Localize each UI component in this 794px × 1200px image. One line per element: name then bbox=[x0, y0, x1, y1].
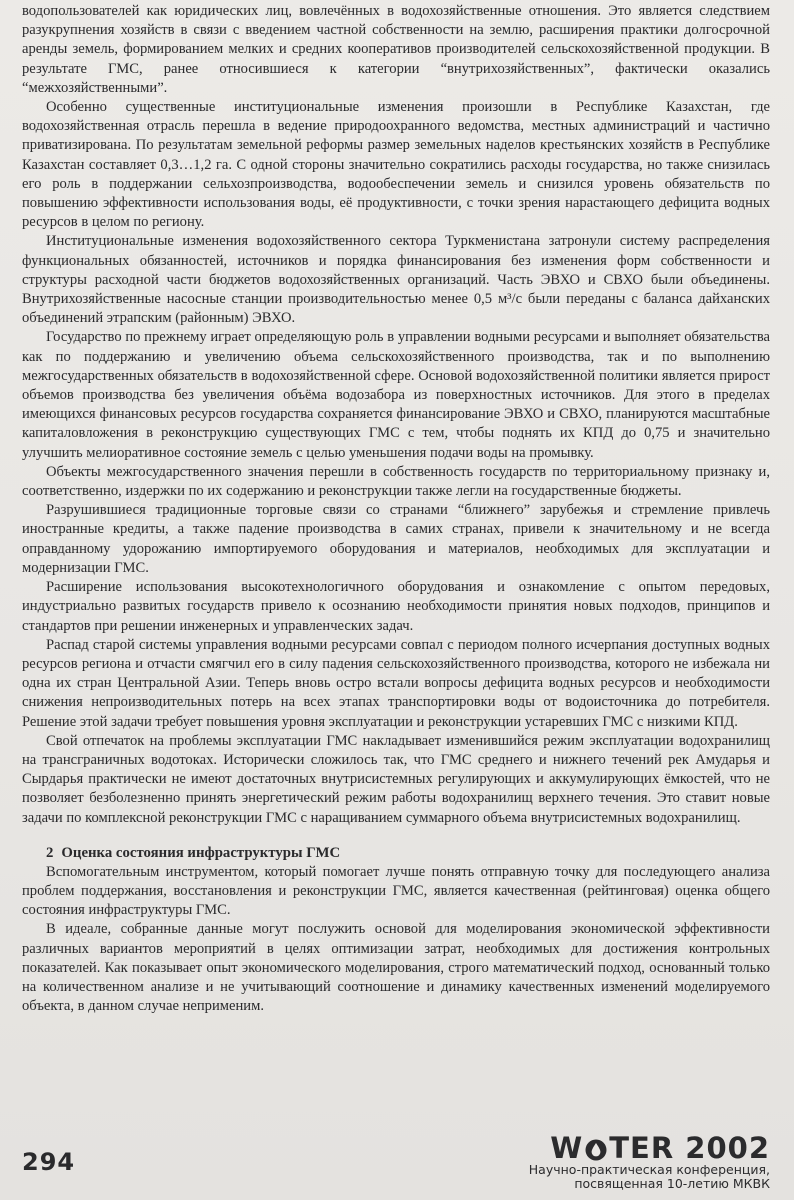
logo-letter: W bbox=[550, 1131, 584, 1165]
conference-subtitle-2: посвященная 10-летию МКВК bbox=[574, 1176, 770, 1191]
paragraph: Разрушившиеся традиционные торговые связи со странами “ближнего” зарубежья и стремление привлечь иностранные кредиты, а также падение производства в самих странах, привели к значительному и не всегда оправданному удорожанию импортируемого оборудования и материалов, необходимых для эксплуатации и модернизации ГМС. bbox=[22, 502, 770, 576]
paragraph: Расширение использования высокотехнологичного оборудования и ознакомление с опытом передовых, индустриально развитых государств привело к осознанию необходимости принятия новых подходов, принципов и стандартов при решении инженерных и управленческих задач. bbox=[22, 579, 770, 634]
paragraph: Свой отпечаток на проблемы эксплуатации ГМС накладывает изменившийся режим эксплуатации водохранилищ на трансграничных водотоках. Исторически сложилось так, что ГМС среднего и нижнего течений рек Амударья и Сырдарья практически не имеют достаточных внутрисистемных регулирующих и аккумулирующих ёмкостей, что не позволяет безболезненно принять энергетический режим работы водохранилищ верхнего течения. Это ставит новые задачи по комплексной реконструкции ГМС с наращиванием суммарного объема внутрисистемных водохранилищ. bbox=[22, 732, 770, 826]
paragraph: Особенно существенные институциональные изменения произошли в Республике Казахстан, где водохозяйственная отрасль перешла в ведение природоохранного ведомства, местных администраций и частично приватизирована. По результатам земельной реформы размер земельных наделов крестьянских хозяйств в Республике Казахстан составляет 0,3…1,2 га. С одной стороны значительно сократились расходы государства, но также снизилась его роль в поддержании сельхозпроизводства, водообеспечении земель и снизился уровень обязательств по повышению эффективности использования воды, её продуктивности, с точки зрения нарастающего дефицита водных ресурсов в целом по региону. bbox=[22, 99, 770, 231]
paragraph: В идеале, собранные данные могут послужить основой для моделирования экономической эффективности различных вариантов мероприятий в целях оптимизации затрат, необходимых для достижения контрольных показателей. Как показывает опыт экономического моделирования, строго математический подход, основанный только на количественном анализе и не учитывающий соотношение и динамику качественных изменений моделируемого объекта, в данном случае неприменим. bbox=[22, 921, 770, 1015]
paragraph: Распад старой системы управления водными ресурсами совпал с периодом полного исчерпания доступных водных ресурсов региона и отчасти смягчил его в силу падения сельскохозяйственного производства, которого не избежала ни одна их стран Центральной Азии. Теперь вновь остро встали вопросы дефицита водных ресурсов и необходимости снижения непроизводительных потерь на всех этапах транспортировки воды от водоисточника до потребителя. Решение этой задачи требует повышения уровня эксплуатации и реконструкции устаревших ГМС с низкими КПД. bbox=[22, 636, 770, 730]
page-number: 294 bbox=[22, 1148, 76, 1176]
paragraph: водопользователей как юридических лиц, вовлечённых в водохозяйственные отношения. Это является следствием разукрупнения хозяйств в связи с введением частной собственности на землю, расширения практики долгосрочной аренды земель, формированием мелких и средних кооперативов производителей сельскохозяйственной продукции. В результате ГМС, ранее относившиеся к категории “внутрихозяйственных”, фактически оказались “межхозяйственными”. bbox=[22, 3, 770, 96]
section-number: 2 bbox=[46, 844, 54, 861]
water-drop-icon bbox=[584, 1137, 608, 1161]
conference-brand bbox=[500, 1133, 770, 1191]
paragraph: Институциональные изменения водохозяйственного сектора Туркменистана затронули систему распределения функциональных обязанностей, источников и порядка финансирования без изменения форм собственности и структуры расходной части бюджетов водохозяйственных организаций. Часть ЭВХО и СВХО были объединены. Внутрихозяйственные насосные станции производительностью менее 0,5 м³/с были переданы с баланса дайханских объединений этрапским (районным) ЭВХО. bbox=[22, 233, 770, 327]
section-heading bbox=[22, 844, 770, 863]
paragraph: Объекты межгосударственного значения перешли в собственность государств по территориальному признаку и, соответственно, издержки по их содержанию и реконструкции также легли на государственные бюджеты. bbox=[22, 463, 770, 500]
body-text bbox=[22, 2, 770, 1016]
logo-text: TER 2002 bbox=[609, 1131, 770, 1165]
conference-subtitle-1: Научно-практическая конференция, bbox=[528, 1162, 770, 1177]
section-title: Оценка состояния инфраструктуры ГМС bbox=[61, 844, 341, 861]
paragraph: Государство по прежнему играет определяющую роль в управлении водными ресурсами и выполняет обязательства как по поддержанию и увеличению объема сельскохозяйственного производства, так и по выполнению межгосударственных обязательств в водохозяйственной сфере. Основой водохозяйственной политики является прирост объемов производства без увеличения объёма водозабора из поверхностных источников. Для этого в пределах имеющихся финансовых ресурсов государства сохраняется финансирование ЭВХО и СВХО, планируются масштабные капиталовложения в реконструкцию существующих ГМС с тем, чтобы поднять их КПД до 0,75 и значительно улучшить мелиоративное состояние земель с целью уменьшения подачи воды на промывку. bbox=[22, 329, 770, 461]
paragraph: Вспомогательным инструментом, который помогает лучше понять отправную точку для последующего анализа проблем поддержания, восстановления и реконструкции ГМС, является качественная (рейтинговая) оценка общего состояния инфраструктуры ГМС. bbox=[22, 863, 770, 919]
water-2002-logo bbox=[500, 1133, 770, 1163]
